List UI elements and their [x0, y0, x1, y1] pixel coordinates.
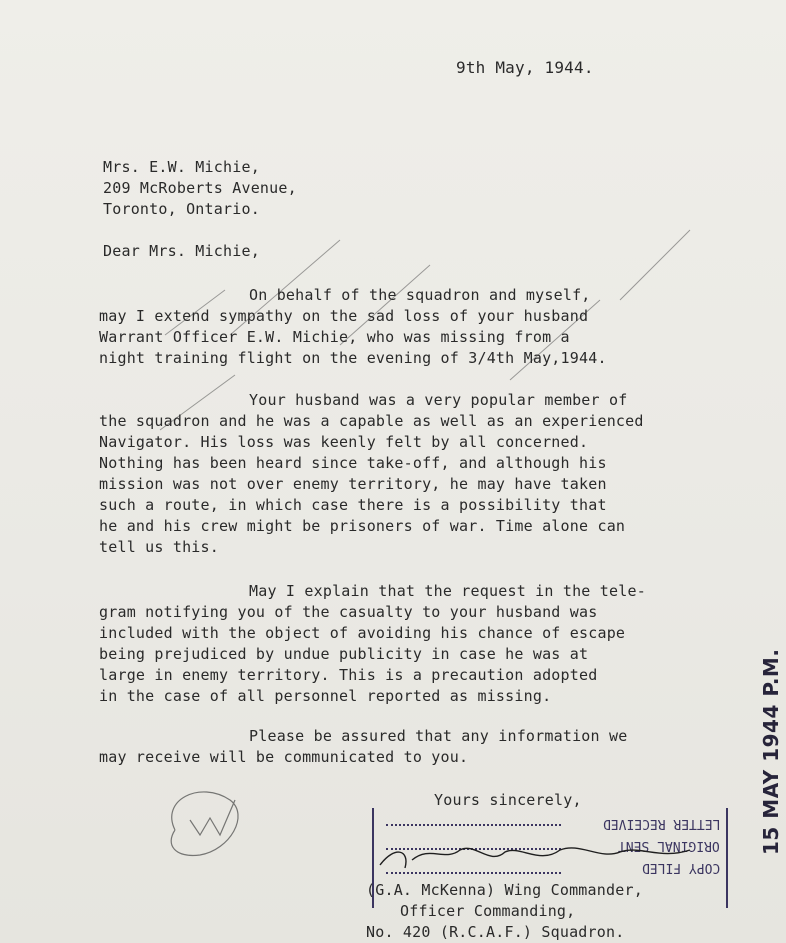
signatory-role: Officer Commanding,: [400, 902, 576, 920]
paragraph-line: may I extend sympathy on the sad loss of your husband: [99, 307, 589, 325]
paragraph-line: being prejudiced by undue publicity in case he was at: [99, 645, 589, 663]
paragraph-line: Navigator. His loss was keenly felt by all concerned.: [99, 433, 589, 451]
paragraph-line: On behalf of the squadron and myself,: [249, 286, 591, 304]
received-date-stamp: [748, 642, 786, 872]
paragraph-line: Your husband was a very popular member of: [249, 391, 628, 409]
paragraph-line: night training flight on the evening of 3/4th May,1944.: [99, 349, 607, 367]
signature-block: [366, 880, 643, 943]
paragraph-line: tell us this.: [99, 538, 219, 556]
paragraph-line: May I explain that the request in the tele-: [249, 582, 646, 600]
closing: Yours sincerely,: [434, 791, 582, 809]
stamp-line-original: ORIGINAL SENT: [618, 838, 720, 853]
paragraph-line: gram notifying you of the casualty to your husband was: [99, 603, 598, 621]
paragraph-line: in the case of all personnel reported as missing.: [99, 687, 552, 705]
salutation: Dear Mrs. Michie,: [103, 242, 260, 260]
paragraph-line: included with the object of avoiding his chance of escape: [99, 624, 626, 642]
stamp-line-received: LETTER RECEIVED: [602, 816, 720, 831]
received-date-stamp-text: 15 MAY 1944 P.M.: [759, 648, 783, 855]
paragraph-line: Please be assured that any information we: [249, 727, 628, 745]
recipient-street: 209 McRoberts Avenue,: [103, 179, 297, 197]
signature-stroke: [380, 848, 690, 868]
recipient-name: Mrs. E.W. Michie,: [103, 158, 260, 176]
paragraph-line: mission was not over enemy territory, he may have taken: [99, 475, 607, 493]
signatory-unit: No. 420 (R.C.A.F.) Squadron.: [366, 923, 625, 941]
paragraph-line: such a route, in which case there is a possibility that: [99, 496, 607, 514]
letter-date: 9th May, 1944.: [456, 58, 594, 77]
signatory-name: (G.A. McKenna) Wing Commander,: [366, 881, 643, 899]
paragraph-line: may receive will be communicated to you.: [99, 748, 469, 766]
stamp-line-copy: COPY FILED: [641, 860, 720, 875]
paragraph-line: the squadron and he was a capable as well as an experienced: [99, 412, 644, 430]
paragraph-line: large in enemy territory. This is a precaution adopted: [99, 666, 598, 684]
recipient-city: Toronto, Ontario.: [103, 200, 260, 218]
paragraph-line: he and his crew might be prisoners of war. Time alone can: [99, 517, 626, 535]
paragraph-line: Warrant Officer E.W. Michie, who was missing from a: [99, 328, 570, 346]
paragraph-line: Nothing has been heard since take-off, and although his: [99, 454, 607, 472]
